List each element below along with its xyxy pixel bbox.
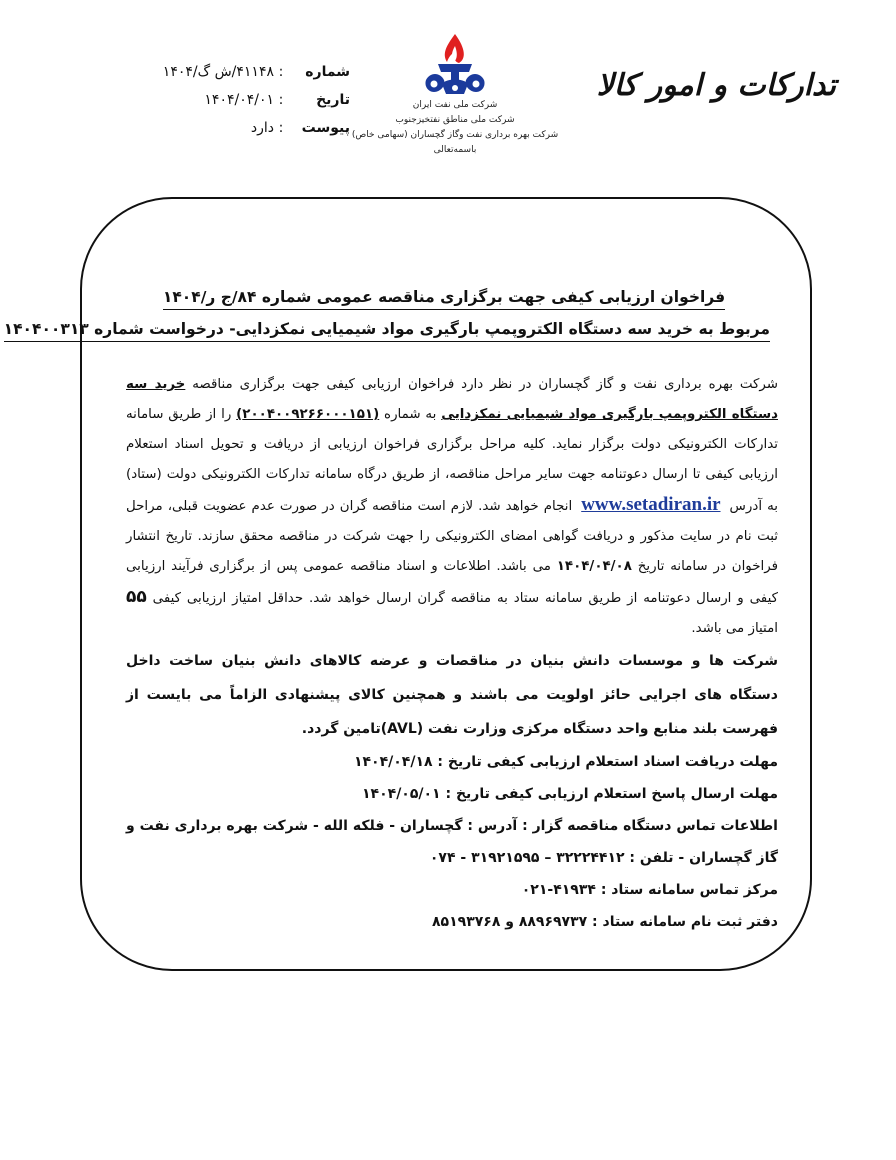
meta-label: تاریخ [316,92,350,108]
letter-meta [110,58,350,142]
meta-value: دارد [250,120,274,136]
company-logo-block [340,32,570,158]
deadline-reply: مهلت ارسال پاسخ استعلام ارزیابی کیفی تاریخ : ۱۴۰۴/۰۵/۰۱ [362,786,778,802]
seta-registration-office: دفتر ثبت نام سامانه ستاد : ۸۸۹۶۹۷۳۷ و ۸۵۱۹۳۷۶۸ [432,914,778,930]
meta-value: ۱۴۰۴/۰۴/۰۱ [204,92,274,108]
meta-number-row: شماره:۴۱۱۴۸/ش گ/۱۴۰۴ [110,58,350,86]
notice-body [126,370,778,938]
contact-info: اطلاعات تماس دستگاه مناقصه گزار : آدرس : گچساران - فلکه الله - شرکت بهره برداری نفت و گاز گچساران - تلفن : ۳۲۲۲۴۴۱۲ – ۳۱۹۲۱۵۹۵ - ۰۷۴ [126,818,778,866]
meta-label: پیوست [301,120,350,136]
min-score: ۵۵ [126,587,147,607]
seta-website-link[interactable]: www.setadiran.ir [581,494,721,515]
seta-call-center: مرکز تماس سامانه ستاد : ۴۱۹۳۴-۰۲۱ [521,882,778,898]
meta-date-row: تاریخ:۱۴۰۴/۰۴/۰۱ [110,86,350,114]
logo-caption-subsidiary: شرکت بهره برداری نفت وگاز گچساران (سهامی خاص) [351,130,559,140]
tender-item: خرید سه دستگاه الکتروپمپ بارگیری مواد شیمیایی نمکزدایی [126,377,778,422]
tender-number: (۲۰۰۴۰۰۹۲۶۶۰۰۰۱۵۱) [236,407,380,422]
brand-title: تدارکات و امور کالا [596,68,836,103]
notice-title: فراخوان ارزیابی کیفی جهت برگزاری مناقصه عمومی شماره ۸۴/ج ر/۱۴۰۴ [118,288,770,306]
meta-attachment-row: پیوست:دارد [110,114,350,142]
meta-label: شماره [305,64,350,80]
notice-subtitle: مربوط به خرید سه دستگاه الکتروپمپ بارگیری مواد شیمیایی نمکزدایی- درخواست شماره ۱۴۰۴۰۰۳۱۳ [118,320,770,338]
nioc-logo-icon [420,32,490,98]
logo-caption-company: شرکت ملی نفت ایران [412,100,498,110]
notice-paragraph-priority: شرکت ها و موسسات دانش بنیان در مناقصات و عرضه کالاهای دانش بنیان ساخت داخل دستگاه های اجرایی حائز اولویت می باشند و همچنین کالای پیشنهادی الزاماً می بایست از فهرست بلند منابع واحد دستگاه مرکزی وزارت نفت (AVL)تامین گردد. [126,653,778,737]
deadline-receive: مهلت دریافت اسناد استعلام ارزیابی کیفی تاریخ : ۱۴۰۴/۰۴/۱۸ [353,754,778,770]
logo-caption-invocation: باسمه‌تعالی [433,145,477,155]
meta-value: ۴۱۱۴۸/ش گ/۱۴۰۴ [162,64,274,80]
publish-date: ۱۴۰۴/۰۴/۰۸ [556,559,632,574]
notice-paragraph-main: شرکت بهره برداری نفت و گاز گچساران در نظر دارد فراخوان ارزیابی کیفی جهت برگزاری مناقصه خرید سه دستگاه الکتروپمپ بارگیری مواد شیمیایی نمکزدایی به شماره (۲۰۰۴۰۰۹۲۶۶۰۰۰۱۵۱) را از طریق سامانه تدارکات الکترونیکی دولت برگزار نماید. کلیه مراحل برگزاری فراخوان ارزیابی از دریافت و تحویل اسناد استعلام ارزیابی کیفی تا ارسال دعوتنامه جهت سایر مراحل مناقصه، از طریق درگاه سامانه تدارکات الکترونیکی دولت (ستاد) به آدرس www.setadiran.ir انجام خواهد شد. لازم است مناقصه گران در صورت عدم عضویت قبلی، مراحل ثبت نام در سایت مذکور و دریافت گواهی امضای الکترونیکی را جهت شرکت در مناقصه محقق سازند. تاریخ انتشار فراخوان در سامانه تاریخ ۱۴۰۴/۰۴/۰۸ می باشد. اطلاعات و اسناد مناقصه عمومی پس از برگزاری فرآیند ارزیابی کیفی و ارسال دعوتنامه از طریق سامانه ستاد به مناقصه گران ارسال خواهد شد. حداقل امتیاز ارزیابی کیفی ۵۵ امتیاز می باشد. [126,377,778,636]
logo-caption-region: شرکت ملی مناطق نفتخیزجنوب [395,115,515,125]
